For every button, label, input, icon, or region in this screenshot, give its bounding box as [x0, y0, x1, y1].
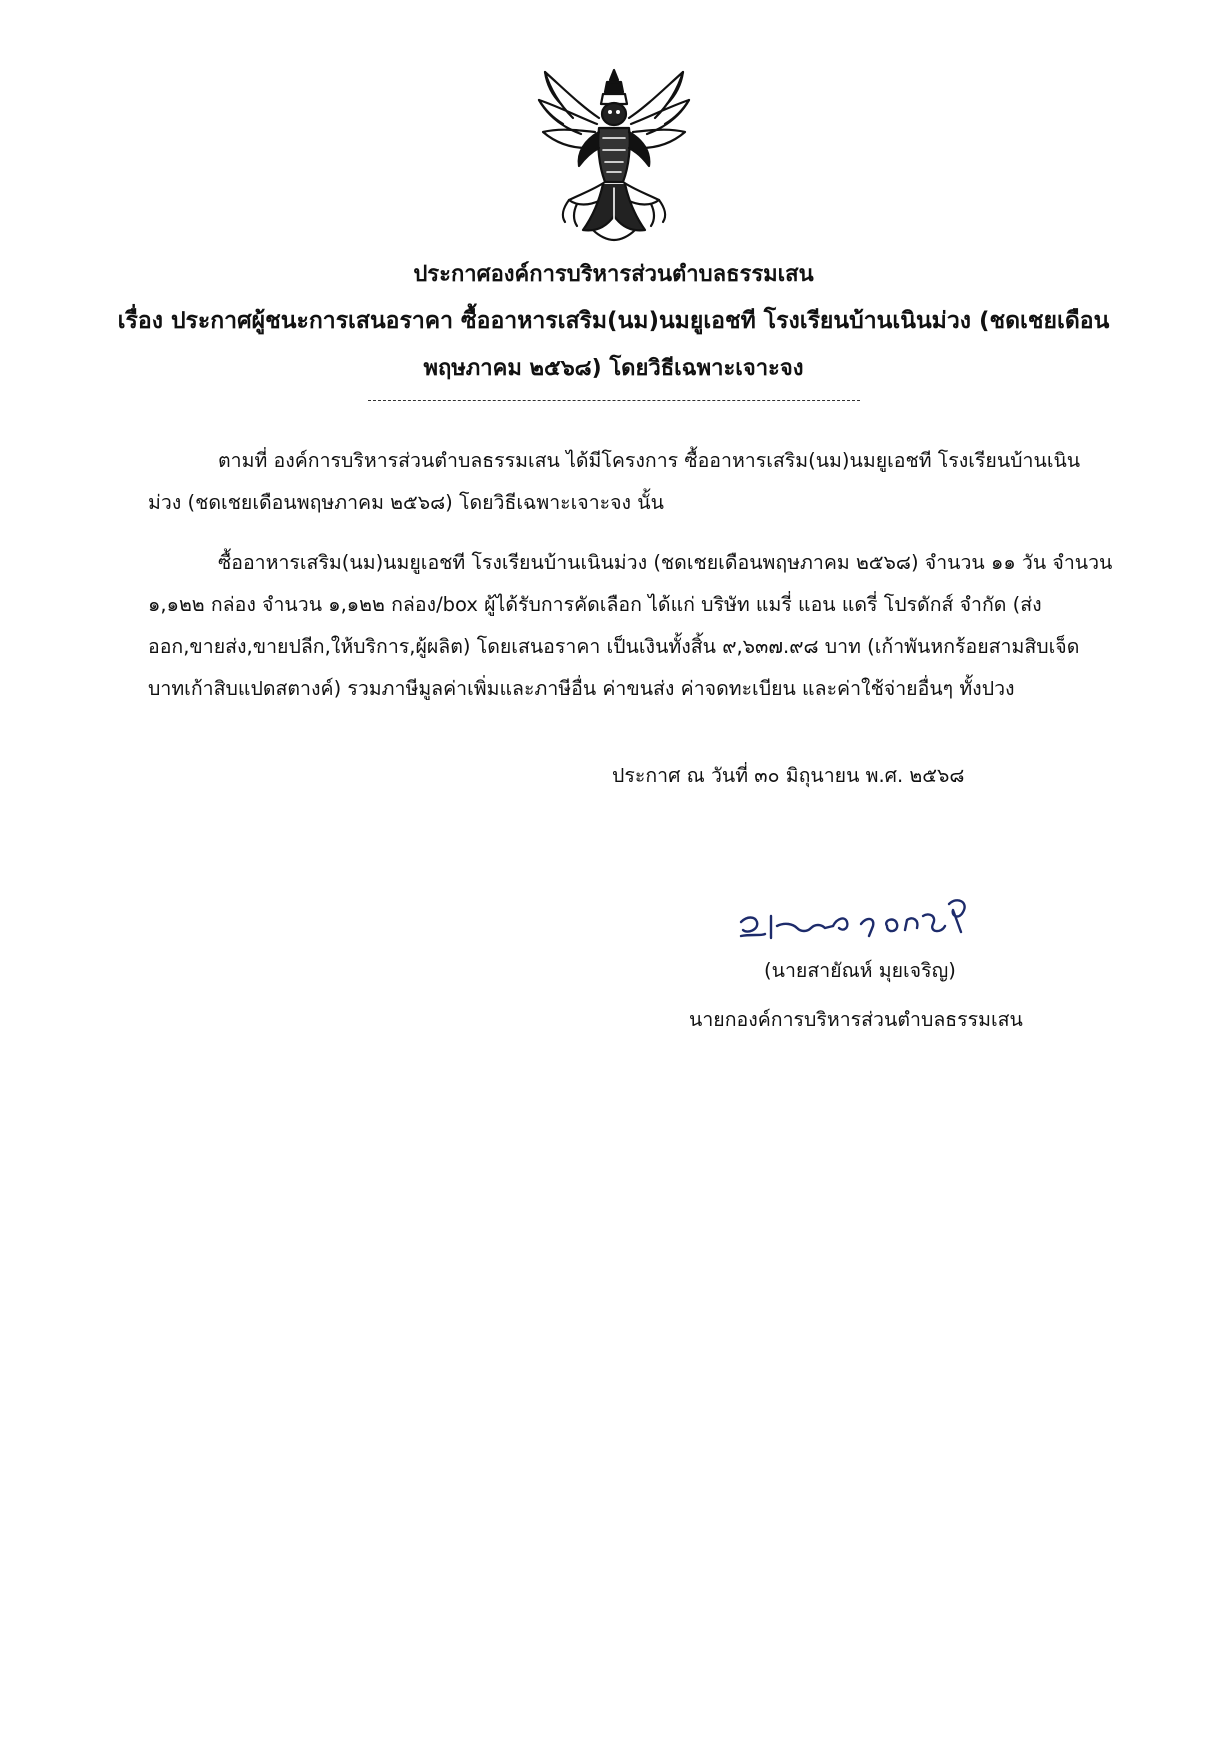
body-paragraph-2: ซื้ออาหารเสริม(นม)นมยูเอชที โรงเรียนบ้านเนินม่วง (ชดเชยเดือนพฤษภาคม ๒๕๖๘) จำนวน ๑๑ วัน จำนวน ๑,๑๒๒ กล่อง จำนวน ๑,๑๒๒ กล่อง/box ผู้ได้รับการคัดเลือก ได้แก่ บริษัท แมรี่ แอน แดรี่ โปรดักส์ จำกัด (ส่งออก,ขายส่ง,ขายปลีก,ให้บริการ,ผู้ผลิต) โดยเสนอราคา เป็นเงินทั้งสิ้น ๙,๖๓๗.๙๘ บาท (เก้าพันหกร้อยสามสิบเจ็ดบาทเก้าสิบแปดสตางค์) รวมภาษีมูลค่าเพิ่มและภาษีอื่น ค่าขนส่ง ค่าจดทะเบียน และค่าใช้จ่ายอื่นๆ ทั้งปวง — [148, 551, 1113, 700]
signer-title: นายกองค์การบริหารส่วนตำบลธรรมเสน — [689, 1008, 1023, 1031]
announcement-date: ประกาศ ณ วันที่ ๓๐ มิถุนายน พ.ศ. ๒๕๖๘ — [612, 764, 965, 787]
dashed-divider — [368, 400, 860, 401]
signer-name: (นายสายัณห์ มุยเจริญ) — [764, 959, 956, 982]
garuda-emblem-icon — [533, 66, 695, 244]
org-heading: ประกาศองค์การบริหารส่วนตำบลธรรมเสน — [413, 262, 814, 287]
subject-line-1: เรื่อง ประกาศผู้ชนะการเสนอราคา ซื้ออาหารเสริม(นม)นมยูเอชที โรงเรียนบ้านเนินม่วง (ชดเชยเดือน — [117, 308, 1110, 334]
handwritten-signature — [737, 886, 977, 946]
body-paragraph-1: ตามที่ องค์การบริหารส่วนตำบลธรรมเสน ได้มีโครงการ ซื้ออาหารเสริม(นม)นมยูเอชที โรงเรียนบ้านเนินม่วง (ชดเชยเดือนพฤษภาคม ๒๕๖๘) โดยวิธีเฉพาะเจาะจง นั้น — [148, 449, 1081, 514]
subject-line-2: พฤษภาคม ๒๕๖๘) โดยวิธีเฉพาะเจาะจง — [423, 356, 804, 381]
